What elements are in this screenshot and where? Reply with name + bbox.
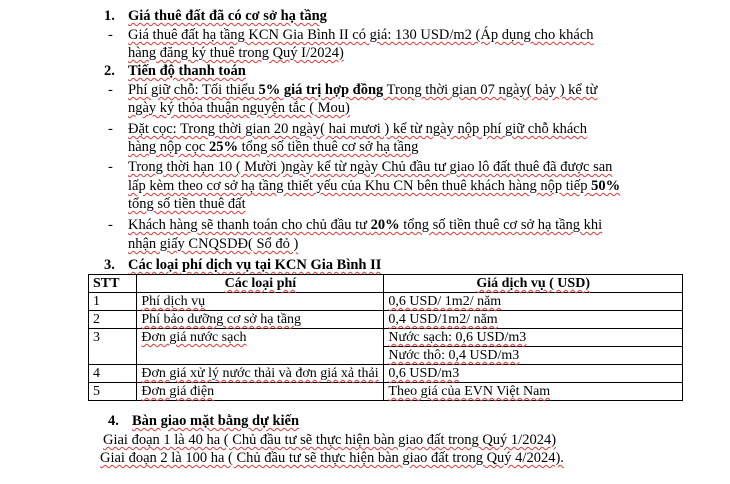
row-stt: 3 (89, 329, 137, 365)
s1-bullet-1-line-2: hàng đăng ký thuê trong Quý I/2024) (128, 45, 344, 61)
row-stt: 1 (89, 293, 137, 311)
s2-bullet-1-line-2: ngày ký thỏa thuận nguyện tắc ( Mou) (128, 100, 350, 116)
s2-bullet-2-line-2: hàng nộp cọc 25% tổng số tiền thuê cơ sở hạ tầng (128, 139, 419, 155)
bullet-dash: - (108, 121, 113, 137)
section-2-number: 2. (104, 63, 115, 79)
row-stt: 2 (89, 311, 137, 329)
table-row (89, 293, 683, 311)
s2-bullet-4-line-1: Khách hàng sẽ thanh toán cho chủ đầu tư 20% tổng số tiền thuê cơ sở hạ tầng khi (128, 217, 603, 233)
row-fee-name: Phí dịch vụ (137, 293, 384, 311)
service-fee-table (88, 274, 683, 401)
section-2-title: Tiến độ thanh toán (128, 63, 246, 79)
table-header-fee-type: Các loại phí (137, 275, 384, 293)
s2-bullet-3-line-3: tổng số tiền thuê đất (128, 196, 246, 212)
bullet-dash: - (108, 217, 113, 233)
row-fee-name: Đơn giá xử lý nước thải và đơn giá xả thải (137, 365, 384, 383)
row-price: Nước sạch: 0,6 USD/m3 (384, 329, 683, 347)
section-3-number: 3. (104, 257, 115, 273)
s2-bullet-3-line-1: Trong thời hạn 10 ( Mười )ngày kể từ ngày Chủ đầu tư giao lô đất thuê đã được san (128, 159, 613, 175)
section-1-number: 1. (104, 8, 115, 24)
bullet-dash: - (108, 82, 113, 98)
phase-1-line: Giai đoạn 1 là 40 ha ( Chủ đầu tư sẽ thực hiện bàn giao đất trong Quý 1/2024) (103, 432, 557, 448)
s2-bullet-1-line-1: Phí giữ chỗ: Tối thiểu 5% giá trị hợp đồng Trong thời gian 07 ngày( bảy ) kể từ (128, 82, 598, 98)
table-row (89, 365, 683, 383)
row-price: Theo giá của EVN Việt Nam (384, 383, 683, 401)
table-row (89, 383, 683, 401)
row-stt: 5 (89, 383, 137, 401)
bullet-dash: - (108, 159, 113, 175)
bullet-dash: - (108, 27, 113, 43)
section-4-title: Bàn giao mặt bằng dự kiến (132, 413, 300, 429)
table-header-price: Giá dịch vụ ( USD) (384, 275, 683, 293)
phase-2-line: Giai đoạn 2 là 100 ha ( Chủ đầu tư sẽ thực hiện bàn giao đất trong Quý 4/2024). (100, 450, 564, 466)
table-row (89, 311, 683, 329)
section-1-title: Giá thuê đất đã có cơ sở hạ tầng (128, 8, 327, 24)
row-price: 0,6 USD/ 1m2/ năm (384, 293, 683, 311)
row-fee-name: Đơn giá điện (137, 383, 384, 401)
table-row (89, 329, 683, 347)
s1-bullet-1-line-1: Giá thuê đất hạ tầng KCN Gia Bình II có giá: 130 USD/m2 (Áp dụng cho khách (128, 27, 594, 43)
row-fee-name: Đơn giá nước sạch (137, 329, 384, 365)
s2-bullet-3-line-2: lấp kèm theo cơ sở hạ tầng thiết yếu của Khu CN bên thuê khách hàng nộp tiếp 50% (128, 178, 621, 194)
table-header-stt: STT (89, 275, 137, 293)
row-price: 0,6 USD/m3 (384, 365, 683, 383)
row-price-secondary: Nước thô: 0,4 USD/m3 (384, 347, 683, 365)
s2-bullet-4-line-2: nhận giấy CNQSDĐ( Sổ đỏ ) (128, 236, 299, 252)
row-fee-name: Phí bảo dưỡng cơ sở hạ tầng (137, 311, 384, 329)
row-price: 0,4 USD/1m2/ năm (384, 311, 683, 329)
s2-bullet-2-line-1: Đặt cọc: Trong thời gian 20 ngày( hai mươi ) kể từ ngày nộp phí giữ chỗ khách (128, 121, 587, 137)
section-4-number: 4. (108, 413, 119, 429)
table-header-row (89, 275, 683, 293)
section-3-title: Các loại phí dịch vụ tại KCN Gia Bình II (128, 257, 382, 273)
row-stt: 4 (89, 365, 137, 383)
